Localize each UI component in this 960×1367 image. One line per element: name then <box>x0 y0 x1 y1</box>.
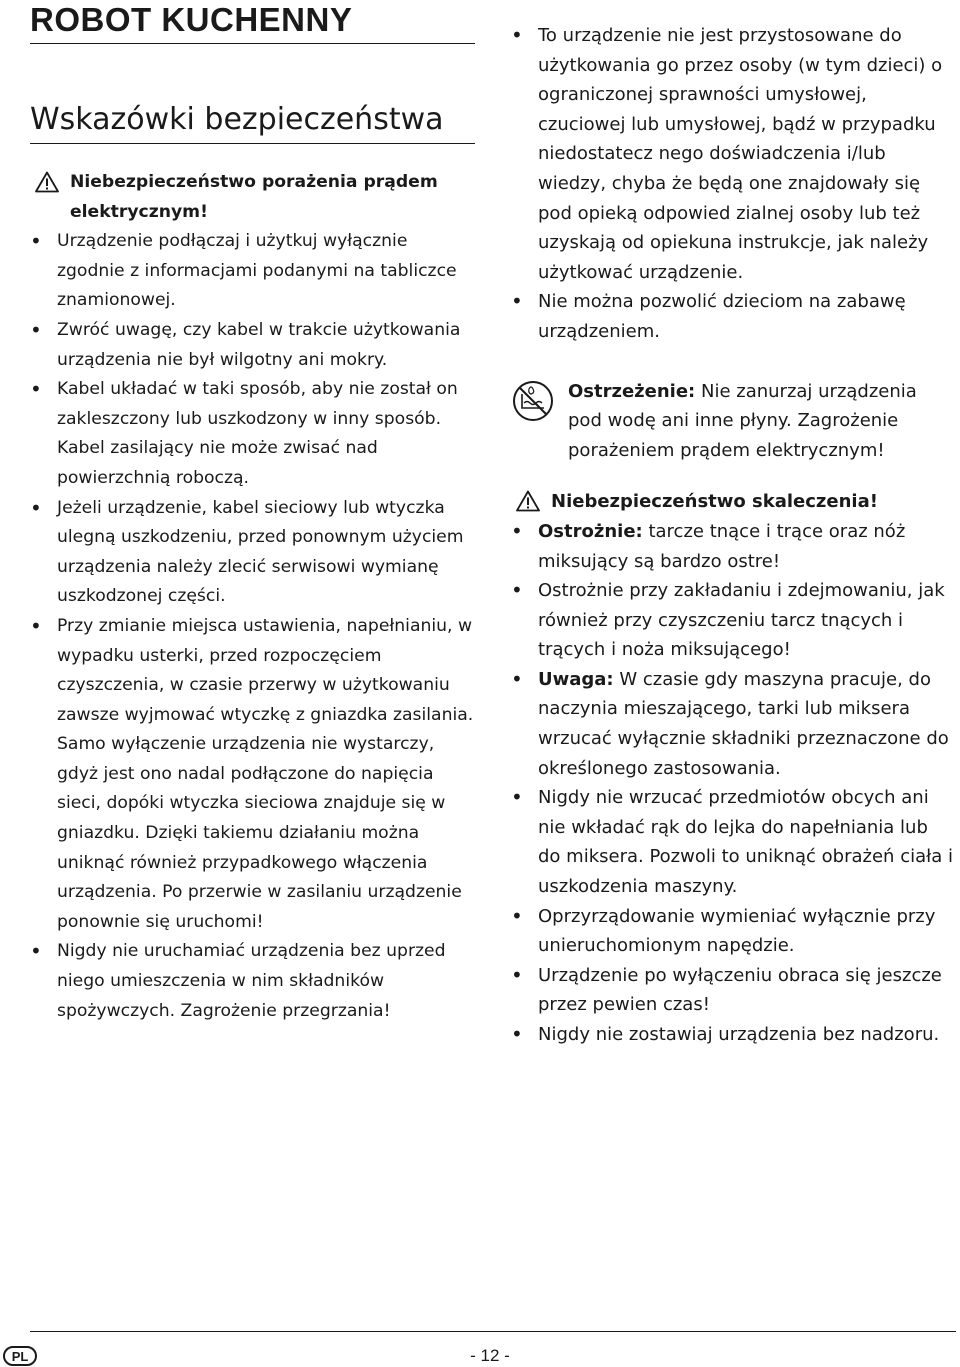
item-text: Ostrożnie przy zakładaniu i zdejmowaniu, jak również przy czyszczeniu tarcz tnących i trących i noża miksującego! <box>538 580 945 661</box>
shock-warning-heading-row <box>30 168 475 227</box>
item-text: Nigdy nie zostawiaj urządzenia bez nadzoru. <box>538 1024 940 1045</box>
page-title: ROBOT KUCHENNY <box>30 1 353 38</box>
note-text: Nie zanurzaj urządzenia pod wodę ani inne płyny. Zagrożenie porażeniem prądem elektrycznym! <box>568 380 917 461</box>
list-item: • Nigdy nie uruchamiać urządzenia bez uprzed niego umieszczenia w nim składników spożywczych. Zagrożenie przegrzania! <box>30 937 475 1026</box>
list-item <box>511 517 956 576</box>
list-item: • To urządzenie nie jest przystosowane do użytkowania go przez osoby (w tym dzieci) o ograniczonej sprawności umysłowej, czuciowej lub umysłowej, bądź w przypadku niedostatecz nego doświadczenia i/lub wiedzy, chyba że będą one znajdowały się pod opieką odpowied zialnej osoby lub też uzyskają od opiekuna instrukcje, jak należy użytkować urządzenie. <box>511 21 956 287</box>
item-text: Nigdy nie wrzucać przedmiotów obcych ani nie wkładać rąk do lejka do napełniania lub do miksera. Pozwoli to uniknąć obrażeń ciała i uszkodzenia maszyny. <box>538 787 953 898</box>
list-item <box>511 783 956 901</box>
shock-warning-heading: Niebezpieczeństwo porażenia prądem elektrycznym! <box>70 172 438 222</box>
list-item <box>511 665 956 783</box>
list-item: • Zwróć uwagę, czy kabel w trakcie użytkowania urządzenia nie był wilgotny ani mokry. <box>30 316 475 375</box>
item-text: W czasie gdy maszyna pracuje, do naczynia mieszającego, tarki lub miksera wrzucać wyłącznie składniki przeznaczone do określonego zastosowania. <box>538 668 949 779</box>
section-title: Wskazówki bezpieczeństwa <box>30 102 444 137</box>
shock-safety-list <box>30 227 475 1026</box>
left-column <box>30 168 475 1026</box>
item-lead: Uwaga: <box>538 668 614 690</box>
cut-warning-heading: Niebezpieczeństwo skaleczenia! <box>551 491 878 513</box>
list-item <box>511 902 956 961</box>
list-item <box>511 961 956 1020</box>
list-item: • Jeżeli urządzenie, kabel sieciowy lub wtyczka ulegną uszkodzeniu, przed ponownym użyciem urządzenia należy zlecić serwisowi wymianę uszkodzonej części. <box>30 494 475 612</box>
section-underline <box>30 143 475 144</box>
item-text: tarcze tnące i trące oraz nóż miksujący są bardzo ostre! <box>538 520 906 572</box>
list-item <box>511 576 956 665</box>
item-text: Oprzyrządowanie wymieniać wyłącznie przy unieruchomionym napędzie. <box>538 905 936 957</box>
warning-triangle-icon <box>35 171 59 193</box>
list-item: • Nie można pozwolić dzieciom na zabawę urządzeniem. <box>511 287 956 346</box>
list-item <box>511 1020 956 1050</box>
general-safety-list <box>511 21 956 347</box>
item-text: Urządzenie po wyłączeniu obraca się jeszcze przez pewien czas! <box>538 964 942 1016</box>
list-item: • Urządzenie podłączaj i użytkuj wyłącznie zgodnie z informacjami podanymi na tabliczce znamionowej. <box>30 227 475 316</box>
note-lead: Ostrzeżenie: <box>568 380 696 402</box>
cut-safety-list <box>511 517 956 1050</box>
title-underline <box>30 43 475 44</box>
warning-triangle-icon <box>516 490 540 512</box>
page-number: - 12 - <box>470 1346 510 1365</box>
immersion-warning-note <box>511 377 956 466</box>
right-column <box>511 21 956 1050</box>
list-item: • Przy zmianie miejsca ustawienia, napełnianiu, w wypadku usterki, przed rozpoczęciem czyszczenia, w czasie przerwy w użytkowaniu zawsze wyjmować wtyczkę z gniazdka zasilania. Samo wyłączenie urządzenia nie wystarczy, gdyż jest ono nadal podłączone do napięcia sieci, dopóki wtyczka sieciowa znajduje się w gniazdku. Dzięki takiemu działaniu można uniknąć również przypadkowego włączenia urządzenia. Po przerwie w zasilaniu urządzenie ponownie się uruchomi! <box>30 612 475 938</box>
footer-rule <box>30 1331 956 1332</box>
cut-warning-heading-row <box>511 487 956 517</box>
list-item: • Kabel układać w taki sposób, aby nie został on zakleszczony lub uszkodzony w inny sposób. Kabel zasilający nie może zwisać nad powierzchnią roboczą. <box>30 375 475 493</box>
language-badge: PL <box>3 1346 37 1366</box>
item-lead: Ostrożnie: <box>538 520 643 542</box>
no-immersion-icon <box>511 379 555 423</box>
